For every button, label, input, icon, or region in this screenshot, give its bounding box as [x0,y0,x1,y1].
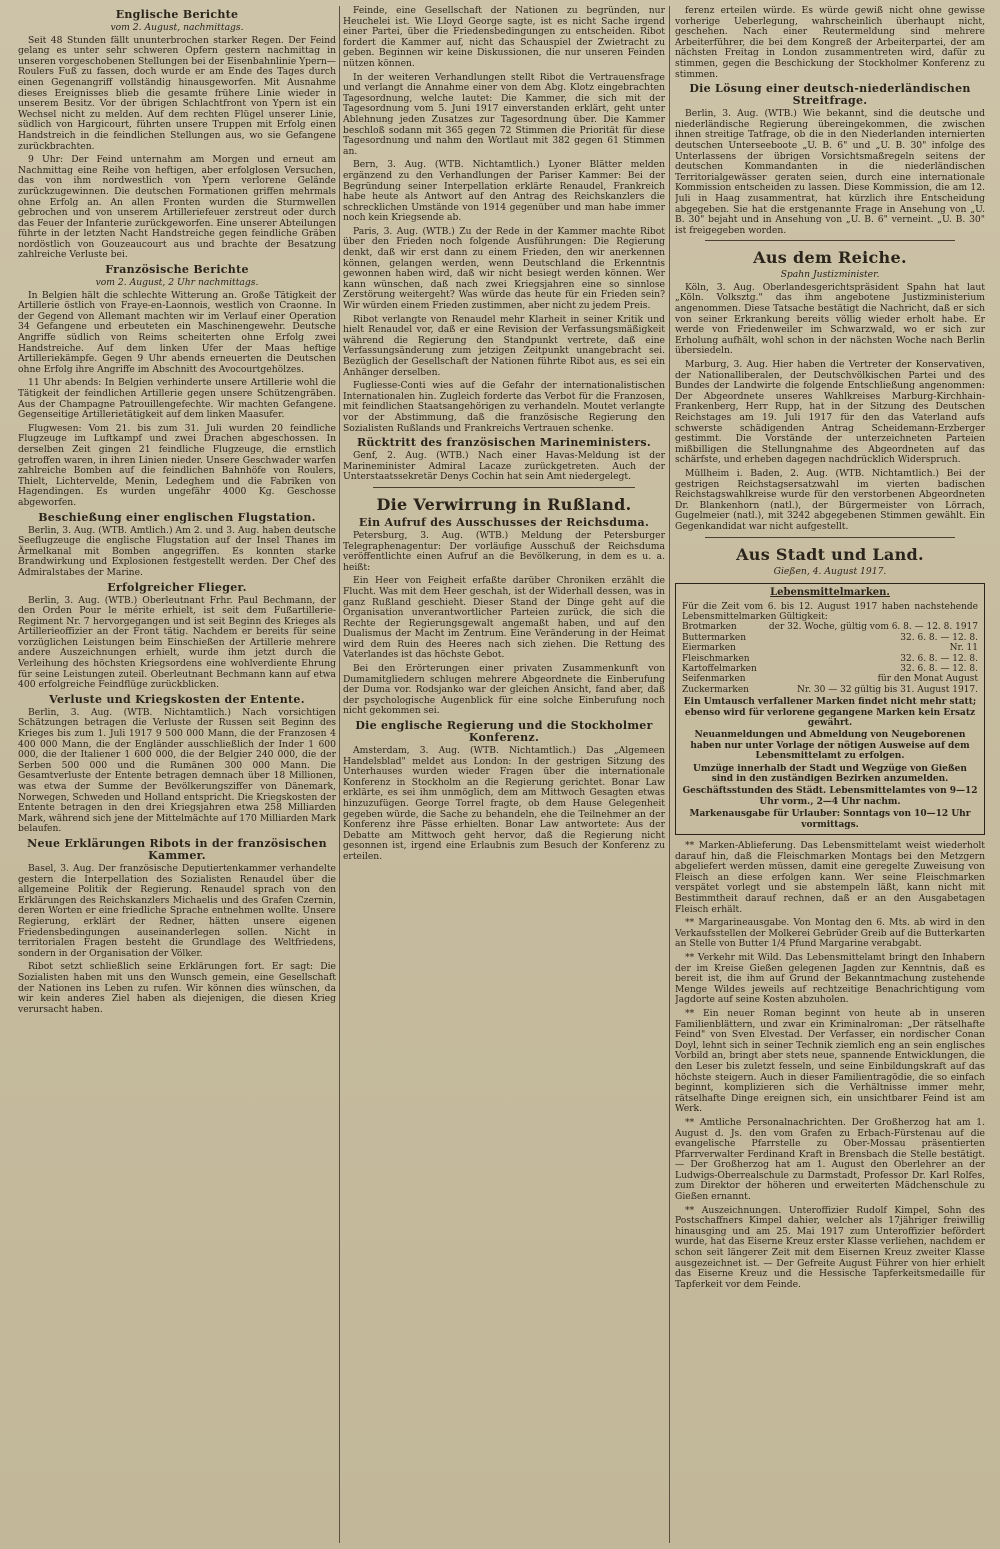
ration-validity: 32. 6. 8. — 12. 8. [900,632,978,643]
divider [705,240,955,241]
paragraph: ** Verkehr mit Wild. Das Lebensmittelamt bringt den Inhabern der im Kreise Gießen gelegenen Jagden zur Kenntnis, daß es bereit ist, die ihm auf Grund der Bekanntmachung zustehende Menge Wildes jeweils auf rechtzeitige Benachrichtigung vom Jagdorte auf seine Kosten abzuholen. [675,952,985,1006]
article-title: Neue Erklärungen Ribots in der französischen Kammer. [27,836,327,862]
ration-name: Eiermarken [682,643,736,654]
column-rule [669,6,670,1543]
ration-validity: Nr. 30 — 32 gültig bis 31. August 1917. [797,684,978,695]
paragraph: Fugliesse-Conti wies auf die Gefahr der internationalistischen Internationalen hin. Zugleich forderte das Verbot für die Franzosen, mit feindlichen Staatsangehörigen zu verhandeln. Moutet verlangte vor der Abstimmung, daß die französische Regierung den Sozialisten Rußlands und Frankreichs Vertrauen schenke. [343,380,665,434]
paragraph: Basel, 3. Aug. Der französische Deputiertenkammer verhandelte gestern die Interpellation des Sozialisten Renaudel über die allgemeine Politik der Regierung. Renaudel sprach von den Erklärungen des Reichskanzlers Michaelis und des Grafen Czernin, deren Worten er eine friedliche Sprache entnehmen wollte. Unsere Regierung, erklärt der Redner, hätten unsere eigenen Friedensbedingungen auseinanderlegen sollen. Nicht in territorialen Fragen besteht die Grundlage des Weltfriedens, sondern in der Organisation der Völker. [18,862,336,959]
section-title: Aus dem Reiche. [753,248,907,268]
paragraph: Seit 48 Stunden fällt ununterbrochen starker Regen. Der Feind gelang es unter sehr schweren Opfern gestern nachmittag in unseren vorgeschobenen Stellungen bei der Eisenbahnlinie Ypern—Roulers Fuß zu fassen, doch wurde er am Ende des Tages durch einen Gegenangriff vollständig hinausgeworfen. Mit Ausnahme dieses Ereignisses blieb die gesamte frühere Linie wieder in unserem Besitz. Vor der übrigen Schlachtfront von Ypern ist ein Wechsel nicht zu melden. Auf dem rechten Flügel unserer Linie, südlich von Hargicourt, führten unsere Truppen mit Erfolg einen Handstreich in die feindlichen Stellungen aus, wo sie Gefangene zurückbrachten. [18,34,336,152]
paragraph: Amsterdam, 3. Aug. (WTB. Nichtamtlich.) Das „Algemeen Handelsblad" meldet aus London: In der gestrigen Sitzung des Unterhauses wurden wieder Fragen über die internationale Konferenz in Stockholm an die Regierung gerichtet. Bonar Law erklärte, es sei ihm unmöglich, dem am Mittwoch Gesagten etwas hinzuzufügen. George Torrel fragte, ob dem Hause Gelegenheit gegeben würde, die Sache zu behandeln, ehe die Teilnehmer an der Konferenz ihre Pässe erhielten. Bonar Law antwortete: Aus der Debatte am Mittwoch geht hervor, daß die Regierung nicht gesonnen ist, irgend eine Erlaubnis zum Besuch der Konferenz zu erteilen. [343,745,665,862]
paragraph: 9 Uhr: Der Feind unternahm am Morgen und erneut am Nachmittag eine Reihe von heftigen, aber erfolglosen Versuchen, das von ihm nordwestlich von Ypern verlorene Gelände zurückzugewinnen. Die deutschen Formationen griffen mehrmals ohne Erfolg an. An allen Fronten wurden die Sturmwellen gebrochen und von unserem Artilleriefeuer zerstreut oder durch das Feuer der Infanterie zurückgeworfen. Eine unserer Abteilungen führte in der letzten Nacht Handstreiche gegen feindliche Gräben nordöstlich von Gouzeaucourt aus und brachte der Besatzung zahlreiche Verluste bei. [18,154,336,261]
article-title: Die Lösung einer deutsch-niederländischen Streitfrage. [689,82,971,108]
notice-intro: Für die Zeit vom 6. bis 12. August 1917 haben nachstehende Lebensmittelmarken Gültigkeit: [682,601,978,622]
notice-note: Umzüge innerhalb der Stadt und Wegzüge von Gießen sind in den zuständigen Bezirken anzumelden. [693,763,967,785]
paragraph: 11 Uhr abends: In Belgien verhinderte unsere Artillerie wohl die Tätigkeit der feindlichen Artillerie gegen unsere Schützengräben. Aus der Champagne Patrouillengefechte. Wir machten Gefangene. Gegenseitige Artillerietätigkeit auf dem linken Maasufer. [18,377,336,421]
paragraph: Müllheim i. Baden, 2. Aug. (WTB. Nichtamtlich.) Bei der gestrigen Reichstagsersatzwahl im vierten badischen Reichstagswahlkreise wurde für den verstorbenen Abgeordneten Dr. Blankenhorn (natl.), der Bürgermeister von Lörrach, Gugelmeier (natl.), mit 3242 abgegebenen Stimmen gewählt. Ein Gegenkandidat war nicht aufgestellt. [675,467,985,532]
ration-validity: für den Monat August [877,674,978,685]
paragraph: Berlin, 3. Aug. (WTB. Amtlich.) Am 2. und 3. Aug. haben deutsche Seeflugzeuge die englische Flugstation auf der Insel Thanes im Ärmelkanal mit Bomben angegriffen. Es konnten starke Brandwirkung und Explosionen festgestellt werden. Der Chef des Admiralstabes der Marine. [18,524,336,578]
ration-validity: 32. 6. 8. — 12. 8. [900,653,978,664]
paragraph: ** Auszeichnungen. Unteroffizier Rudolf Kimpel, Sohn des Postschaffners Kimpel dahier, welcher als 17jähriger freiwillig hinausging und am 25. Mai 1917 zum Unteroffizier befördert wurde, hat das Eiserne Kreuz erster Klasse verliehen, nachdem er schon seit längerer Zeit mit dem Eisernen Kreuz zweiter Klasse ausgezeichnet ist. — Der Gefreite August Führer von hier erhielt das Eiserne Kreuz und die Hessische Tapferkeitsmedaille für Tapferkeit vor dem Feinde. [675,1204,985,1290]
dateline: Gießen, 4. August 1917. [773,565,887,577]
article-title: Französische Berichte [105,263,249,277]
article-title: Beschießung einer englischen Flugstation. [38,510,316,524]
notice-title: Lebensmittelmarken. [770,587,890,599]
paragraph: Bern, 3. Aug. (WTB. Nichtamtlich.) Lyoner Blätter melden ergänzend zu den Verhandlungen der Pariser Kammer: Bei der Begründung seiner Interpellation erklärte Renaudel, Frankreich habe heute als Antwort auf den Antrag des Reichskanzlers die schrecklichen Umstände von 1914 gegenüber und man habe immer noch kein Kriegsende ab. [343,159,665,224]
ration-validity: 32. 6. 8. — 12. 8. [900,663,978,674]
ration-name: Zuckermarken [682,684,749,695]
article-subtitle: Ein Aufruf des Ausschusses der Reichsduma. [358,515,650,529]
dateline: vom 2. August, 2 Uhr nachmittags. [95,277,259,289]
column-2 [343,6,665,1543]
dateline: vom 2. August, nachmittags. [110,22,244,33]
paragraph: Bei den Erörterungen einer privaten Zusammenkunft von Dumamitgliedern schlugen mehrere Abgeordnete die Einberufung der Duma vor. Rodsjanko war der gleichen Ansicht, fand aber, daß der psychologische Augenblick für eine solche Einberufung noch nicht gekommen sei. [343,663,665,717]
notice-note: Ein Umtausch verfallener Marken findet nicht mehr statt; ebenso wird für verlorene gegangene Marken kein Ersatz gewährt. [683,697,977,728]
ration-name: Fleischmarken [682,653,750,664]
ration-validity: der 32. Woche, gültig vom 6. 8. — 12. 8. 1917 [768,622,978,633]
paragraph: Berlin, 3. Aug. (WTB.) Oberleutnant Frhr. Paul Bechmann, der den Orden Pour le mérite erhielt, ist seit dem Fußartillerie-Regiment Nr. 7 hervorgegangen und ist seit Beginn des Krieges als Artillerieoffizier an der Front tätig. Nachdem er bereits für seine vorzüglichen Leistungen beim Einschießen der Artillerie mehrere andere Auszeichnungen erhielt, wurde ihm jetzt durch die Verleihung des höchsten Kriegsordens eine wohlverdiente Ehrung für seine Leistungen zuteil. Oberleutnant Bechmann kann auf etwa 400 erfolgreiche Feindflüge zurückblicken. [18,594,336,691]
paragraph: Berlin, 3. Aug. (WTB. Nichtamtlich.) Nach vorsichtigen Schätzungen betragen die Verluste der Russen seit Beginn des Krieges bis zum 1. Juli 1917 9 500 000 Mann, die der Franzosen 4 400 000 Mann, die der Engländer ausschließlich der Inder 1 600 000, die der Italiener 1 600 000, die der Belgier 240 000, die der Serben 500 000 und die Rumänen 300 000 Mann. Die Gesamtverluste der Entente betragen demnach über 18 Millionen, was etwa der Summe der Bevölkerungsziffer von Dänemark, Norwegen, Schweden und Holland entspricht. Die Kriegskosten der Entente betragen in den drei Kriegsjahren etwa 258 Milliarden Mark, während sich jene der Mittelmächte auf 170 Milliarden Mark belaufen. [18,706,336,835]
paragraph: Flugwesen: Vom 21. bis zum 31. Juli wurden 20 feindliche Flugzeuge im Luftkampf und zwei Drachen abgeschossen. In derselben Zeit gingen 21 feindliche Flugzeuge, die ernstlich getroffen waren, in ihren Linien nieder. Unsere Geschwader warfen zahlreiche Bomben auf die feindlichen Bahnhöfe von Roulers, Thielt, Lichtervelde, Menin, Ledeghem und die Fabriken von Hagendingen. Es wurden ungefähr 4000 Kg. Geschosse abgeworfen. [18,422,336,508]
paragraph: Ribot verlangte von Renaudel mehr Klarheit in seiner Kritik und hielt Renaudel vor, daß er eine Revision der Verfassungsmäßigkeit während die Regierung den Standpunkt vertrete, daß eine Verfassungsänderung zum jetzigen Zeitpunkt unangebracht sei. Bezüglich der Gesellschaft der Nationen führte Ribot aus, es sei ein Anhänger derselben. [343,313,665,378]
ration-name: Brotmarken [682,622,737,633]
paragraph: In Belgien hält die schlechte Witterung an. Große Tätigkeit der Artillerie östlich von Fraye-en-Laonnois, westlich von Craonne. In der Gegend von Allemant machten wir im Verlauf einer Operation 34 Gefangene und erbeuteten ein Maschinengewehr. Deutsche Angriffe südlich von Reims scheiterten ohne Erfolg zwei Handstreiche. Auf dem linken Ufer der Maas heftige Artilleriekämpfe. Gegen 9 Uhr abends erneuerten die Deutschen ohne Erfolg ihre Angriffe im Abschnitt des Avocourtgehölzes. [18,289,336,375]
ration-name: Kartoffelmarken [682,663,757,674]
ration-row [682,643,978,653]
ration-row [682,664,978,674]
paragraph: ** Ein neuer Roman beginnt von heute ab in unseren Familienblättern, und zwar ein Kriminalroman: „Der rätselhafte Feind" von Sven Elvestad. Der Verfasser, ein nordischer Conan Doyl, lehnt sich in seiner Technik ziemlich eng an sein englisches Vorbild an, bringt aber stets neue, spannende Entwicklungen, die den Leser bis zuletzt fesseln, und seine Einbildungskraft auf das höchste steigern. Auch in dieser Familientragödie, die so einfach beginnt, komplizieren sich die Verhältnisse immer mehr, rätselhafte Dinge ereignen sich, ein unsichtbarer Feind ist am Werk. [675,1007,985,1115]
article-subtitle: Spahn Justizminister. [780,269,880,281]
paragraph: ** Amtliche Personalnachrichten. Der Großherzog hat am 1. August d. Js. den vom Grafen zu Erbach-Fürstenau auf die evangelische Pfarrstelle zu Ober-Mossau präsentierten Pfarrverwalter Ferdinand Kraft in Brensbach die Stelle bestätigt. — Der Großherzog hat am 1. August den Oberlehrer an der Ludwigs-Oberrealschule zu Darmstadt, Professor Dr. Karl Rolfes, zum Direktor der höheren und erweiterten Mädchenschule zu Gießen ernannt. [675,1116,985,1203]
divider [705,537,955,538]
column-3 [675,6,985,1543]
paragraph: ** Marken-Ablieferung. Das Lebensmittelamt weist wiederholt darauf hin, daß die Fleischmarken Montags bei den Metzgern abgeliefert werden müssen, damit eine geregelte Zuweisung von Fleisch an diese erfolgen kann. Wer seine Fleischmarken verspätet vorlegt und sie abstempeln läßt, kann nicht mit Bestimmtheit darauf rechnen, daß er an den Ausgabetagen Fleisch erhält. [675,840,985,915]
ration-validity: Nr. 11 [949,643,978,654]
article-title: Englische Berichte [115,8,239,21]
paragraph: Köln, 3. Aug. Oberlandesgerichtspräsident Spahn hat laut „Köln. Volksztg." das ihm angebotene Justizministerium angenommen. Diese Tatsache bestätigt die Nachricht, daß er sich von seiner Erkrankung bereits völlig wieder erholt habe. Er werde von Friedenweiler im Schwarzwald, wo er sich zur Erholung aufhält, wohl schon in der nächsten Woche nach Berlin übersiedeln. [675,281,985,357]
paragraph: Berlin, 3. Aug. (WTB.) Wie bekannt, sind die deutsche und niederländische Regierung übereingekommen, die zwischen ihnen streitige Tatfrage, ob die in den Niederlanden internierten deutschen Unterseeboote „U. B. 6" und „U. B. 30" infolge des Unterlassens der übrigen Vorsichtsmaßregeln seitens der deutschen Kommandanten in die niederländischen Territorialgewässer geraten seien, durch eine internationale Kommission entscheiden zu lassen. Diese Kommission, die am 12. Juli in Haag zusammentrat, hat kürzlich ihre Entscheidung abgegeben. Sie hat die erstgenannte Frage in Ansehung von „U. B. 30" bejaht und in Ansehung von „U. B. 6" verneint. „U. B. 30" ist freigegeben worden. [675,108,985,236]
paragraph: Petersburg, 3. Aug. (WTB.) Meldung der Petersburger Telegraphenagentur: Der vorläufige Ausschuß der Reichsduma veröffentlichte einen Aufruf an die Bevölkerung, in dem es u. a. heißt: [343,529,665,573]
ration-name: Buttermarken [682,632,747,643]
paragraph: Ribot setzt schließlich seine Erklärungen fort. Er sagt: Die Sozialisten haben mit uns den Wunsch gemein, eine Gesellschaft der Nationen ins Leben zu rufen. Wir können dies wünschen, da wir kein anderes Ziel haben als diejenigen, die diesen Krieg verursacht haben. [18,961,336,1015]
paragraph: Genf, 2. Aug. (WTB.) Nach einer Havas-Meldung ist der Marineminister Admiral Lacaze zurückgetreten. Auch der Unterstaatssekretär Denys Cochin hat sein Amt niedergelegt. [343,450,665,483]
paragraph: ferenz erteilen würde. Es würde gewiß nicht ohne gewisse vorherige Ueberlegung, wahrscheinlich überhaupt nicht, geschehen. Nach einer Reutermeldung sind mehrere Arbeiterführer, die bei dem Kongreß der Arbeiterpartei, der am nächsten Freitag in London zusammentreten wird, dafür zu stimmen, gegen die Beschickung der Stockholmer Konferenz zu stimmen. [675,6,985,80]
ration-row [682,685,978,695]
paragraph: Feinde, eine Gesellschaft der Nationen zu begründen, nur Heuchelei ist. Wie Lloyd George sagte, ist es nicht Sache irgend einer Partei, über die Friedensbedingungen zu entscheiden. Ribot fordert die Kammer auf, nicht das Schauspiel der Zwietracht zu geben. Beginnen wir keine Diskussionen, die nur unseren Feinden nützen können. [343,6,665,69]
ration-row [682,633,978,643]
paragraph: Paris, 3. Aug. (WTB.) Zu der Rede in der Kammer machte Ribot über den Frieden noch folgende Ausführungen: Die Regierung denkt, daß wir erst dann zu einem Frieden, den wir anerkennen können, gelangen werden, wenn Deutschland die Erkenntnis gewonnen haben wird, daß wir nicht besiegt werden können. Wer kann wünschen, daß nach zwei Kriegsjahren eine so sinnlose Zerstörung weitergeht? Was würde das heute für ein Frieden sein? Wir würden einem Frieden zustimmen, aber nicht zu jedem Preis. [343,225,665,312]
ration-row [682,622,978,632]
section-title: Aus Stadt und Land. [736,544,924,564]
column-rule [339,6,340,1543]
article-title: Die englische Regierung und die Stockholmer Konferenz. [355,719,653,745]
article-title: Rücktritt des französischen Marineministers. [356,436,652,450]
ration-row [682,654,978,664]
notice-note: Geschäftsstunden des Städt. Lebensmittelamtes von 9—12 Uhr vorm., 2—4 Uhr nachm. [682,786,978,807]
ration-row [682,674,978,684]
notice-note: Markenausgabe für Urlauber: Sonntags von 10—12 Uhr vormittags. [689,809,971,830]
paragraph: Ein Heer von Feigheit erfaßte darüber Chroniken erzählt die Flucht. Was mit dem Heer geschah, ist der Widerhall dessen, was in ganz Rußland geschieht. Dieser Stand der Dinge geht auf die Organisation unverantwortlicher Parteien zurück, die sich die Rechte der Regierungsgewalt angemaßt haben, und auf den Dualismus der Macht im Zentrum. Eine Veränderung in der Heimat wird dem Ruin des Heeres nach sich ziehen. Die Rettung des Vaterlandes ist das höchste Gebot. [343,575,665,661]
article-title: Die Verwirrung in Rußland. [376,494,632,514]
paragraph: ** Margarineausgabe. Von Montag den 6. Mts. ab wird in den Verkaufsstellen der Molkerei Gebrüder Greib auf die Butterkarten an Stelle von Butter 1/4 Pfund Margarine verabgabt. [675,917,985,950]
article-title: Erfolgreicher Flieger. [107,580,247,594]
ration-name: Seifenmarken [682,674,746,685]
article-title: Verluste und Kriegskosten der Entente. [49,692,305,706]
notice-note: Neuanmeldungen und Abmeldung von Neugeborenen haben nur unter Vorlage der nötigen Ausweise auf dem Lebensmittelamt zu erfolgen. [690,730,970,762]
divider [373,487,635,488]
paragraph: In der weiteren Verhandlungen stellt Ribot die Vertrauensfrage und verlangt die Annahme einer von dem Abg. Klotz eingebrachten Tagesordnung, welche lautet: Die Kammer, die sich mit der Tagesordnung vom 5. Juni 1917 einverstanden erklärt, geht unter Ablehnung jeden Zusatzes zur Tagesordnung über. Die Kammer beschloß sodann mit 365 gegen 72 Stimmen die Priorität für diese Tagesordnung und nahm den Wortlaut mit 382 gegen 61 Stimmen an. [343,71,665,157]
ration-card-notice [675,583,985,835]
paragraph: Marburg, 3. Aug. Hier haben die Vertreter der Konservativen, der Nationalliberalen, der Deutschvölkischen Partei und des Bundes der Landwirte die folgende Entschließung angenommen: Der Abgeordnete unseres Wahlkreises Marburg-Kirchhain-Frankenberg, Herr Rupp, hat in der Sitzung des Deutschen Reichstages am 19. Juli 1917 für den das Vaterland aufs schwerste schädigenden Antrag Scheidemann-Erzberger gestimmt. Die Vorstände der unterzeichneten Parteien mißbilligen die Stellungnahme des Abgeordneten auf das schärfste, und erheben dagegen nachdrücklich Widerspruch. [675,359,985,466]
column-1 [18,6,336,1543]
